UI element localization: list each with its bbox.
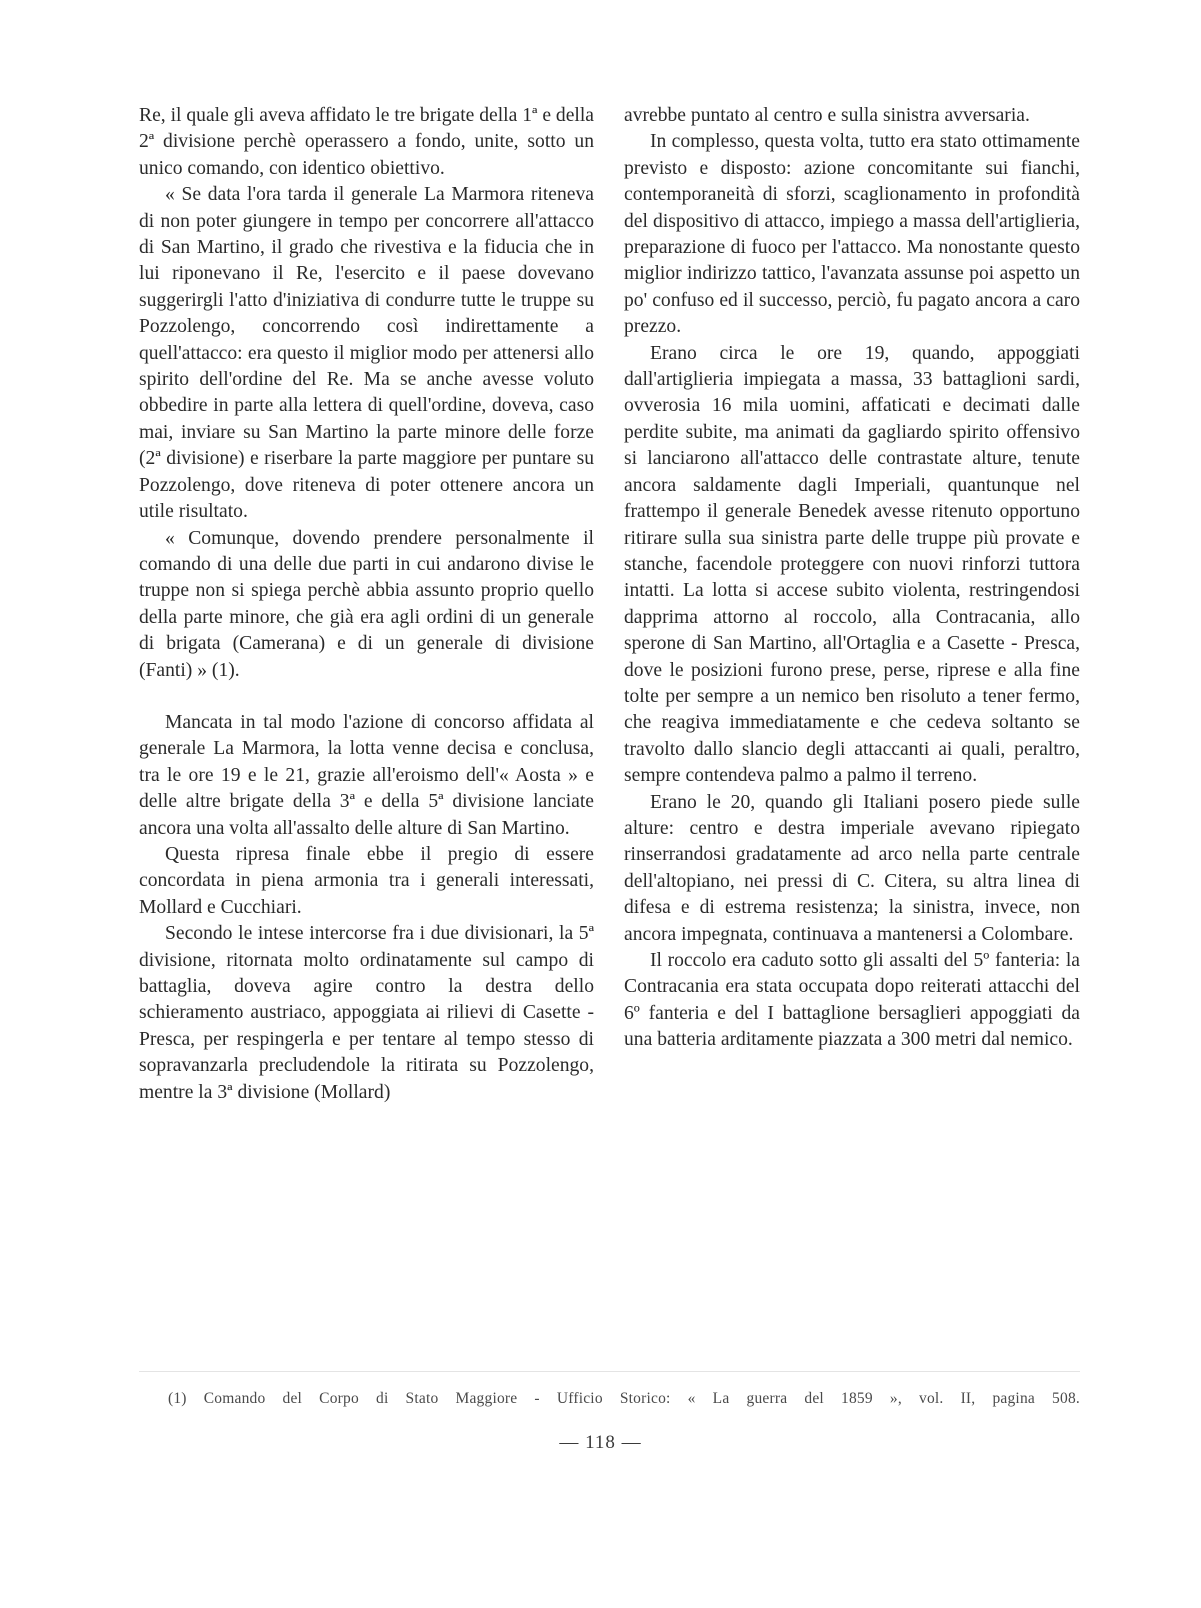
paragraph-in-complesso: In complesso, questa volta, tutto era stato ottimamente previsto e disposto: azione concomitante sui fianchi, contemporaneità di sforzi, scaglionamento in profondità del dispositivo di attacco, impiego a massa dell'artiglieria, preparazione di fuoco per l'attacco. Ma nonostante questo miglior indirizzo tattico, l'avanzata assunse poi aspetto un po' confuso ed il successo, perciò, fu pagato ancora a caro prezzo. xyxy=(624,131,1080,338)
paragraph-roccolo: Il roccolo era caduto sotto gli assalti del 5º fanteria: la Contracania era stata occupata dopo reiterati attacchi del 6º fanteria e del I battaglione bersaglieri appoggiati da una batteria arditamente piazzata a 300 metri dal nemico. xyxy=(624,950,1080,1051)
paragraph-gap xyxy=(139,684,594,710)
paragraph-continuation: avrebbe puntato al centro e sulla sinistra avversaria. xyxy=(624,105,1030,126)
paragraph-intese: Secondo le intese intercorse fra i due divisionari, la 5ª divisione, ritornata molto ordinatamente sul campo di battaglia, doveva agire contro la destra dello schieramento austriaco, appoggiata ai rilievi di Casette - Presca, per respingerla e per tentare al tempo stesso di sopravanzarla precludendole la ritirata su Pozzolengo, mentre la 3ª divisione (Mollard) xyxy=(139,923,594,1103)
paragraph-quote-la-marmora: « Se data l'ora tarda il generale La Marmora riteneva di non poter giungere in tempo per concorrere all'attacco di San Martino, il grado che rivestiva e la fiducia che in lui riponevano il Re, l'esercito e il paese dovevano suggerirgli l'atto d'iniziativa di condurre tutte le truppe su Pozzolengo, concorrendo così indirettamente a quell'attacco: era questo il miglior modo per attenersi allo spirito dell'ordine del Re. Ma se anche avesse voluto obbedire in parte alla lettera di quell'ordine, doveva, caso mai, inviare su San Martino la parte minore delle forze (2ª divisione) e riserbare la parte maggiore per puntare su Pozzolengo, dove riteneva di poter ottenere ancora un utile risultato. xyxy=(139,184,594,523)
paragraph-continuation: Re, il quale gli aveva affidato le tre brigate della 1ª e della 2ª divisione perchè operassero a fondo, unite, sotto un unico comando, con identico obiettivo. xyxy=(139,105,594,179)
paragraph-ripresa-finale: Questa ripresa finale ebbe il pregio di essere concordata in piena armonia tra i generali interessati, Mollard e Cucchiari. xyxy=(139,843,594,918)
left-column xyxy=(139,103,594,1106)
paragraph-erano-circa: Erano circa le ore 19, quando, appoggiati dall'artiglieria impiegata a massa, 33 battaglioni sardi, ovverosia 16 mila uomini, affaticati e decimati dalle perdite subite, ma animati da gagliardo spirito offensivo si lanciarono all'attacco delle contrastate alture, tenute ancora saldamente dagli Imperiali, quantunque nel frattempo il generale Benedek avesse ritenuto opportuno ritirare sulla sua sinistra parte delle truppe più provate e stanche, facendole proteggere con nuovi rinforzi tuttora intatti. La lotta si accese subito violenta, restringendosi dapprima attorno al roccolo, alla Contracania, allo sperone di San Martino, all'Ortaglia e a Casette - Presca, dove le posizioni furono prese, perse, riprese e alla fine tolte per sempre a un nemico ben risoluto a tener fermo, che reagiva immediatamente e che cedeva soltanto se travolto dallo slancio degli attaccanti ai quali, peraltro, sempre contendeva palmo a palmo il terreno. xyxy=(624,342,1080,787)
paragraph-quote-comunque: « Comunque, dovendo prendere personalmente il comando di una delle due parti in cui andarono divise le truppe non si spiega perchè abbia assunto proprio quello della parte minore, che già era agli ordini di un generale di brigata (Camerana) e di un generale di divisione (Fanti) » (1). xyxy=(139,527,594,681)
footnote: (1) Comando del Corpo di Stato Maggiore - Ufficio Storico: « La guerra del 1859 », vol. II, pagina 508. xyxy=(168,1390,1080,1407)
footnote-divider xyxy=(139,1371,1080,1372)
paragraph-mancata: Mancata in tal modo l'azione di concorso affidata al generale La Marmora, la lotta venne decisa e conclusa, tra le ore 19 e le 21, grazie all'eroismo dell'« Aosta » e delle altre brigate della 3ª e della 5ª divisione lanciate ancora una volta all'assalto delle alture di San Martino. xyxy=(139,711,594,839)
page-number: — 118 — xyxy=(559,1432,642,1453)
paragraph-erano-le-20: Erano le 20, quando gli Italiani posero piede sulle alture: centro e destra imperiale avevano ripiegato rinserrandosi gradatamente ad arco nella parte centrale dell'altopiano, nei pressi di C. Citera, su altra linea di difesa e di estrema resistenza; la sinistra, invece, non ancora impegnata, continuava a mantenersi a Colombare. xyxy=(624,791,1080,945)
right-column xyxy=(624,103,1080,1054)
